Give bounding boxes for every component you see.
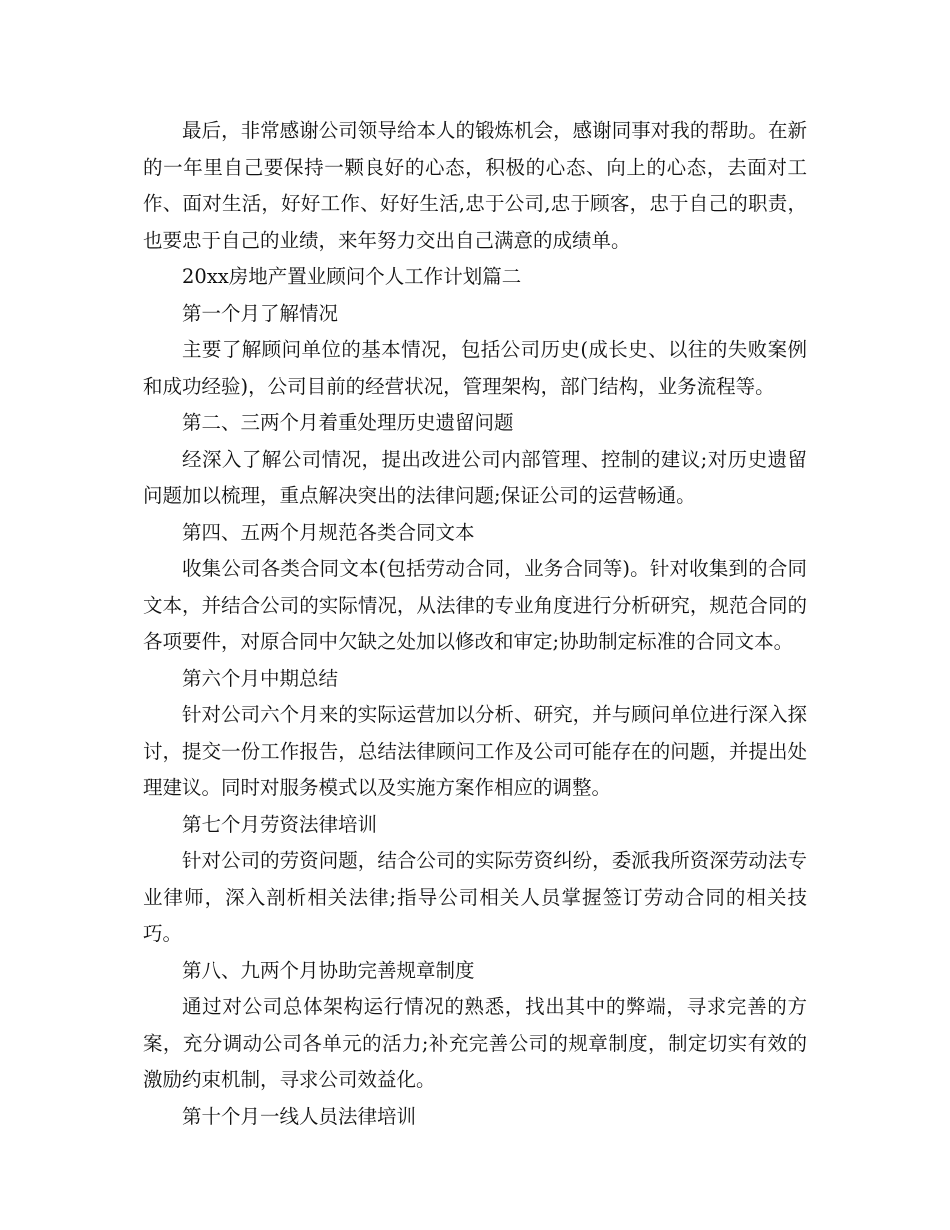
month-2-3-paragraph: 经深入了解公司情况，提出改进公司内部管理、控制的建议;对历史遗留问题加以梳理，重点解决突出的法律问题;保证公司的运营畅通。	[143, 447, 807, 507]
closing-paragraph: 最后，非常感谢公司领导给本人的锻炼机会，感谢同事对我的帮助。在新的一年里自己要保持一颗良好的心态，积极的心态、向上的心态，去面对工作、面对生活，好好工作、好好生活,忠于公司,忠于顾客，忠于自己的职责，也要忠于自己的业绩，来年努力交出自己满意的成绩单。	[143, 119, 807, 252]
month-10-heading: 第十个月一线人员法律培训	[182, 1104, 417, 1128]
month-6-heading: 第六个月中期总结	[182, 666, 339, 690]
month-2-3-heading: 第二、三两个月着重处理历史遗留问题	[182, 411, 514, 434]
month-1-heading: 第一个月了解情况	[182, 301, 339, 325]
month-8-9-paragraph: 通过对公司总体架构运行情况的熟悉，找出其中的弊端，寻求完善的方案，充分调动公司各单元的活力;补充完善公司的规章制度，制定切实有效的激励约束机制，寻求公司效益化。	[143, 995, 807, 1091]
month-7-paragraph: 针对公司的劳资问题，结合公司的实际劳资纠纷，委派我所资深劳动法专业律师，深入剖析相关法律;指导公司相关人员掌握签订劳动合同的相关技巧。	[143, 849, 807, 945]
month-1-paragraph: 主要了解顾问单位的基本情况，包括公司历史(成长史、以往的失败案例和成功经验)，公司目前的经营状况，管理架构，部门结构，业务流程等。	[143, 338, 807, 398]
document-body	[143, 113, 807, 1135]
month-4-5-paragraph: 收集公司各类合同文本(包括劳动合同，业务合同等)。针对收集到的合同文本，并结合公司的实际情况，从法律的专业角度进行分析研究，规范合同的各项要件，对原合同中欠缺之处加以修改和审定;协助制定标准的合同文本。	[143, 557, 807, 653]
section-title: 20xx房地产置业顾问个人工作计划篇二	[182, 265, 522, 288]
month-6-paragraph: 针对公司六个月来的实际运营加以分析、研究，并与顾问单位进行深入探讨，提交一份工作报告，总结法律顾问工作及公司可能存在的问题，并提出处理建议。同时对服务模式以及实施方案作相应的调整。	[143, 703, 807, 799]
month-8-9-heading: 第八、九两个月协助完善规章制度	[182, 958, 475, 982]
month-7-heading: 第七个月劳资法律培训	[182, 812, 378, 836]
month-4-5-heading: 第四、五两个月规范各类合同文本	[182, 520, 475, 544]
